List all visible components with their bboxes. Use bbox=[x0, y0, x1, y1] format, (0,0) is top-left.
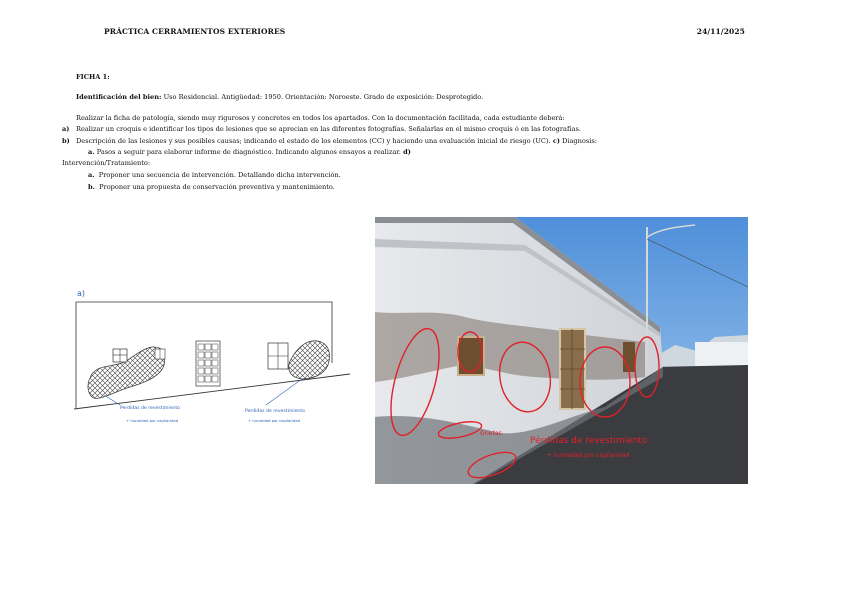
sketch-note-right-1: Perdidas de revestimiento bbox=[245, 409, 305, 414]
window-right bbox=[268, 343, 288, 369]
sub-a-marker: a. bbox=[88, 148, 95, 156]
photo-note-grietas: Grietas bbox=[480, 430, 502, 437]
door bbox=[196, 341, 220, 386]
identification-label: Identificación del bien: bbox=[76, 93, 162, 101]
item-c-text: Diagnosis: bbox=[560, 137, 597, 145]
sub-a-text: Pasos a seguir para elaborar informe de diagnóstico. Indicando algunos ensayos a realizar. bbox=[96, 148, 401, 156]
sketch-note-left-1: Perdidas de revestimiento bbox=[120, 406, 180, 411]
ficha-heading: FICHA 1: bbox=[76, 73, 110, 81]
window-damage bbox=[155, 349, 165, 359]
item-a-marker: a) bbox=[62, 125, 70, 133]
item-b-text: Descripción de las lesiones y sus posibles causas; indicando el estado de los elementos (CC) y haciendo una evaluación inicial de riesgo (UC). bbox=[76, 137, 551, 145]
facade-photo bbox=[375, 217, 748, 484]
item-a-text: Realizar un croquis e identificar los tipos de lesiones que se aprecian en las diferentes fotografías. Señalarlas en el mismo croquis ó en las fotografías. bbox=[76, 125, 581, 133]
document-title: PRÁCTICA CERRAMIENTOS EXTERIORES bbox=[104, 27, 286, 36]
sub-d-a-marker: a. bbox=[88, 171, 95, 179]
item-c-sub-a bbox=[88, 148, 411, 157]
document-date: 24/11/2025 bbox=[696, 27, 745, 36]
sketch-label: a) bbox=[77, 289, 86, 298]
item-a bbox=[62, 125, 581, 134]
item-c-marker: c) bbox=[550, 137, 560, 145]
photo-note-line2: + humedad por capilaridad bbox=[547, 452, 630, 459]
photo-note-line1: Pérdidas de revestimiento bbox=[530, 436, 648, 446]
item-b bbox=[62, 137, 597, 146]
facade-sketch bbox=[70, 283, 360, 433]
item-d-sub-a bbox=[88, 171, 341, 180]
item-d-marker: d) bbox=[400, 148, 411, 156]
identification-line bbox=[76, 93, 483, 102]
item-d-heading: Intervención/Tratamiento: bbox=[62, 159, 151, 167]
sub-d-a-text: Proponer una secuencia de intervención. Detallando dicha intervención. bbox=[98, 171, 341, 179]
damage-area-right bbox=[289, 341, 330, 379]
sub-d-b-text: Proponer una propuesta de conservación preventiva y mantenimiento. bbox=[99, 183, 335, 191]
item-d-sub-b bbox=[88, 183, 335, 192]
intro-paragraph: Realizar la ficha de patología, siendo muy rigurosos y concretos en todos los apartados. Con la documentación facilitada, cada estudiante deberá: bbox=[76, 114, 565, 122]
item-b-marker: b) bbox=[62, 137, 70, 145]
window-left bbox=[113, 349, 127, 362]
identification-text: Uso Residencial. Antigüedad: 1950. Orientación: Noroeste. Grado de exposición: Desprotegido. bbox=[161, 93, 484, 101]
sketch-note-right-2: + humedad por capilaridad bbox=[248, 418, 301, 423]
sketch-note-left-2: + humedad por capilaridad bbox=[126, 418, 179, 423]
sub-d-b-marker: b. bbox=[88, 183, 95, 191]
